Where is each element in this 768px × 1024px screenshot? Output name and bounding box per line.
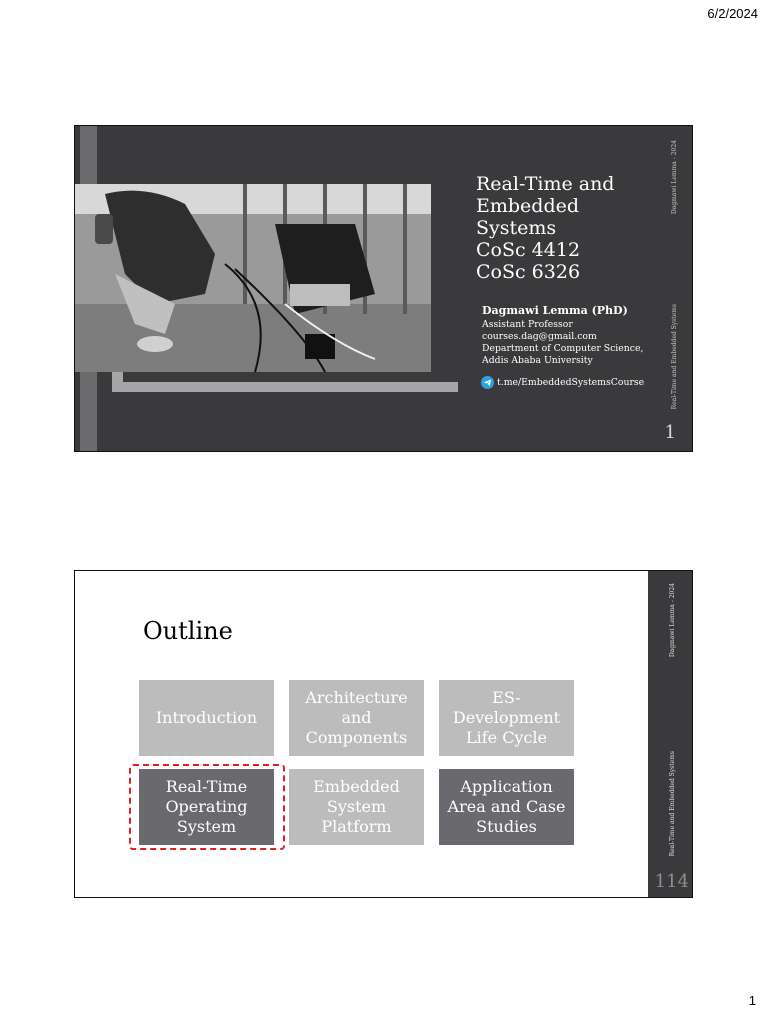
slide-course-vertical: Real-Time and Embedded Systems	[671, 304, 678, 410]
author-department: Department of Computer Science,	[482, 343, 644, 354]
outline-slide	[74, 570, 693, 898]
slide-number: 114	[654, 871, 689, 892]
outline-tile-applications: Application Area and Case Studies	[439, 769, 574, 845]
title-line: CoSc 4412	[476, 239, 581, 261]
outline-tile-rtos: Real-Time Operating System	[139, 769, 274, 845]
slide-course-vertical: Real-Time and Embedded Systems	[669, 751, 676, 857]
telegram-link-text: t.me/EmbeddedSystemsCourse	[497, 377, 645, 388]
outline-title: Outline	[143, 617, 233, 645]
slide-author-vertical: Dagmawi Lemma - 2024	[669, 583, 676, 658]
title-line: Embedded	[476, 195, 580, 217]
telegram-link[interactable]	[481, 376, 644, 389]
current-topic-highlight	[129, 764, 285, 850]
title-line: Systems	[476, 217, 557, 239]
slide-title	[476, 173, 651, 283]
author-email: courses.dag@gmail.com	[482, 331, 597, 342]
slide-author-vertical: Dagmawi Lemma - 2024	[671, 140, 678, 215]
slide-number: 1	[664, 422, 676, 443]
title-line: Real-Time and	[476, 173, 615, 195]
author-role: Assistant Professor	[482, 319, 573, 330]
title-line: CoSc 6326	[476, 261, 581, 283]
author-name: Dagmawi Lemma (PhD)	[482, 304, 628, 317]
telegram-icon	[481, 376, 494, 389]
equipment-photo	[75, 184, 431, 372]
page-date: 6/2/2024	[707, 6, 758, 21]
outline-tile-development-life-cycle: ES-Development Life Cycle	[439, 680, 574, 756]
author-university: Addis Ababa University	[482, 355, 593, 366]
page-number: 1	[748, 993, 756, 1008]
outline-tile-introduction: Introduction	[139, 680, 274, 756]
outline-tile-architecture: Architecture and Components	[289, 680, 424, 756]
outline-tile-platform: Embedded System Platform	[289, 769, 424, 845]
title-slide	[74, 125, 693, 452]
author-info	[482, 319, 643, 367]
